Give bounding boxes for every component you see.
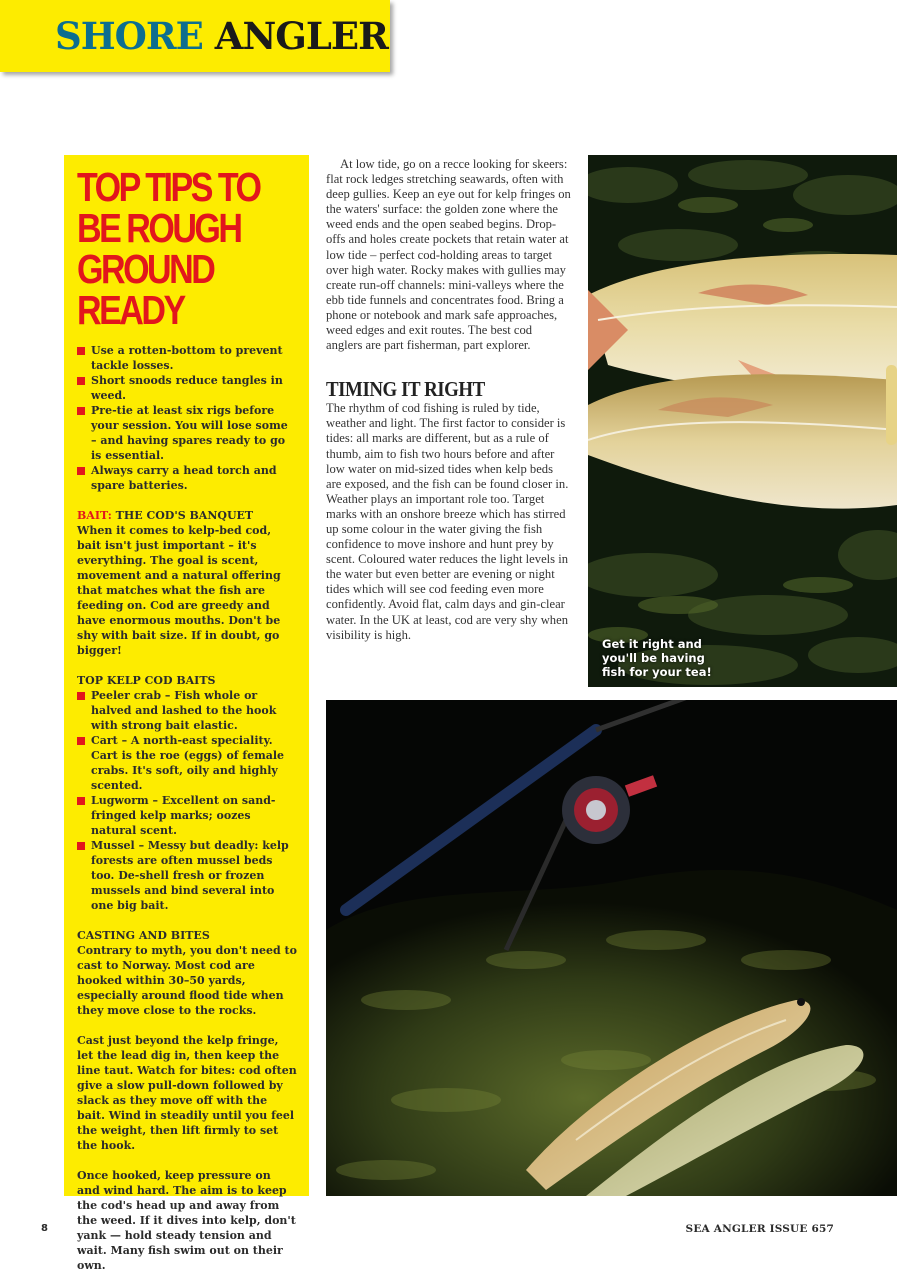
tip-item: Pre-tie at least six rigs before your session. You will lose some – and having spares ready to go is essential. <box>77 403 297 463</box>
bullet-square-icon <box>77 842 85 850</box>
section-title-word1: SHORE <box>55 14 203 58</box>
bullet-square-icon <box>77 692 85 700</box>
article-subhead: TIMING IT RIGHT <box>326 377 485 402</box>
article-intro: At low tide, go on a recce looking for skeers: flat rock ledges stretching seawards, often with deep gullies. Keep an eye out for kelp fringes on the waters' surface: the golden zone where the weed ends and the open seabed begins. Drop-offs and holes create pockets that retain water at low tide – perfect cod-holding areas to target over high water. Rocky makes with gullies may create run-off channels: mini-valleys where the ebb tide funnels and concentrates food. Bring a phone or notebook and mark safe approaches, weed edges and exit routes. The best cod anglers are part fisherman, part explorer. <box>326 157 571 353</box>
baits-list <box>77 688 297 913</box>
bait-section <box>77 508 297 658</box>
bullet-square-icon <box>77 467 85 475</box>
tip-item: Use a rotten-bottom to prevent tackle losses. <box>77 343 297 373</box>
bait-text: When it comes to kelp-bed cod, bait isn't just important – it's everything. The goal is scent, movement and a natural offering that matches what the fish are feeding on. Cod are greedy and have enormous mouths. Don't be shy with bait size. If in doubt, go bigger! <box>77 524 281 657</box>
rod-and-cod-night-image <box>326 700 897 1196</box>
magazine-issue: SEA ANGLER ISSUE 657 <box>685 1223 834 1235</box>
cod-photo-bottom <box>326 700 897 1196</box>
photo-caption: Get it right and you'll be having fish for your tea! <box>602 637 712 679</box>
baits-section <box>77 673 297 913</box>
cod-photo-top <box>588 155 897 687</box>
section-title-word2: ANGLER <box>214 14 388 58</box>
page-number: 8 <box>41 1223 48 1234</box>
bullet-square-icon <box>77 377 85 385</box>
sidebar-headline: TOP TIPS TO BE ROUGH GROUND READY <box>77 164 260 333</box>
bait-item: Lugworm – Excellent on sand-fringed kelp marks; oozes natural scent. <box>77 793 297 838</box>
bullet-square-icon <box>77 797 85 805</box>
bait-item: Cart – A north-east speciality. Cart is the roe (eggs) of female crabs. It's soft, oily and highly scented. <box>77 733 297 793</box>
casting-paragraph: Contrary to myth, you don't need to cast to Norway. Most cod are hooked within 30–50 yards, especially around flood tide when they move close to the rocks. <box>77 944 297 1017</box>
bait-label: BAIT: <box>77 509 112 522</box>
tips-list <box>77 343 297 493</box>
bullet-square-icon <box>77 407 85 415</box>
tip-item: Always carry a head torch and spare batteries. <box>77 463 297 493</box>
baits-heading: TOP KELP COD BAITS <box>77 674 216 687</box>
article-column <box>326 157 571 643</box>
bullet-square-icon <box>77 737 85 745</box>
tip-item: Short snoods reduce tangles in weed. <box>77 373 297 403</box>
bait-item: Peeler crab – Fish whole or halved and lashed to the hook with strong bait elastic. <box>77 688 297 733</box>
bait-title: THE COD'S BANQUET <box>111 509 254 522</box>
bullet-square-icon <box>77 347 85 355</box>
cod-on-kelp-image <box>588 155 897 687</box>
section-banner <box>0 0 390 72</box>
section-title <box>55 14 388 58</box>
article-timing-text: The rhythm of cod fishing is ruled by tide, weather and light. The first factor to consider is tides: all marks are different, but as a rule of thumb, aim to fish two hours before and after low water on mid-sized tides when kelp beds are exposed, and the fish can be found closer in. Weather plays an important role too. Target marks with an onshore breeze which has stirred up some colour in the water giving the fish confidence to move inshore and hunt prey by scent. Coloured water reduces the light levels in the water but even better are evening or night tides which will see cod feeding even more confidently. Avoid flat, calm days and gin-clear water. In the UK at least, cod are very shy when visibility is high. <box>326 401 569 642</box>
casting-paragraph: Cast just beyond the kelp fringe, let the lead dig in, then keep the line taut. Watch for bites: cod often give a slow pull-down followed by slack as they move off with the bait. Wind in steadily until you feel the weight, then lift firmly to set the hook. <box>77 1034 297 1152</box>
casting-paragraph: Once hooked, keep pressure on and wind hard. The aim is to keep the cod's head up and away from the weed. If it dives into kelp, don't yank — hold steady tension and wait. Many fish swim out on their own. <box>77 1169 296 1272</box>
tips-sidebar <box>64 155 309 1272</box>
bait-item: Mussel – Messy but deadly: kelp forests are often mussel beds too. De-shell fresh or frozen mussels and bind several into one big bait. <box>77 838 297 913</box>
casting-heading: CASTING AND BITES <box>77 929 210 942</box>
casting-section <box>77 928 297 1273</box>
bait-heading <box>77 508 297 523</box>
